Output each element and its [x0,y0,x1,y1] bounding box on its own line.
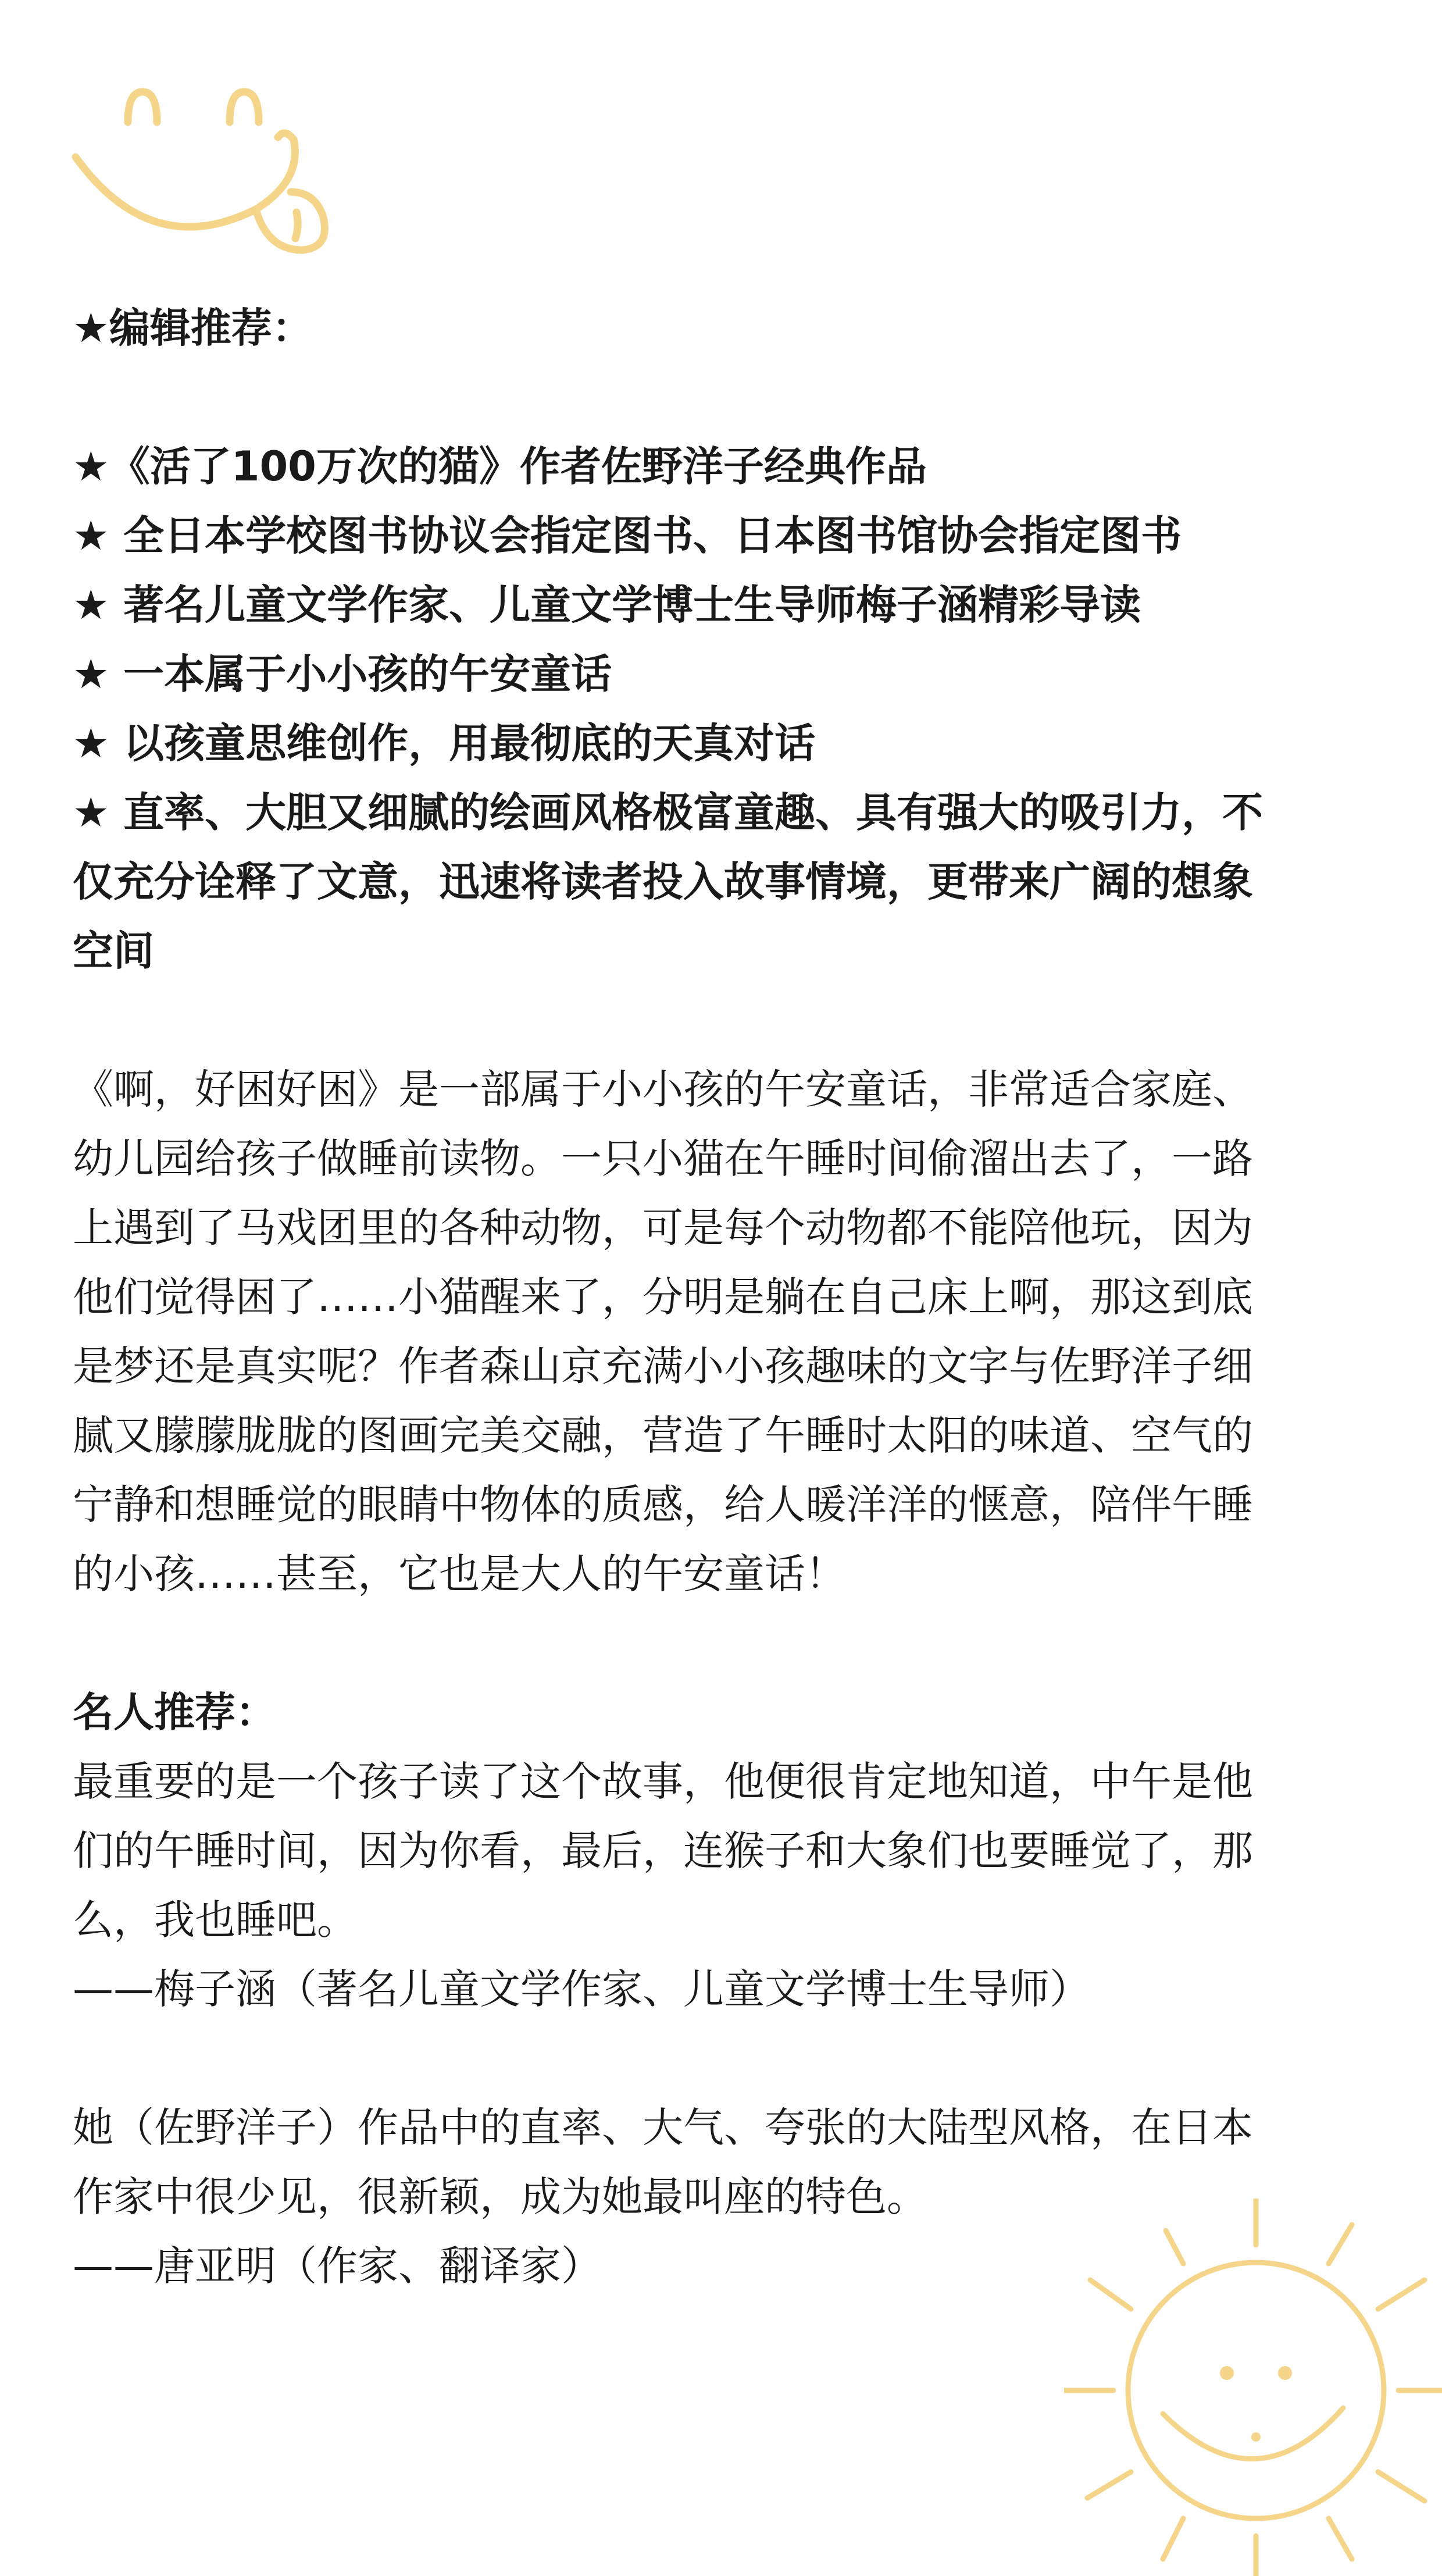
paragraph-line: 腻又朦朦胧胧的图画完美交融，营造了午睡时太阳的味道、空气的 [73,1412,1253,1459]
spacer [73,363,1364,432]
list-item: ★ 以孩童思维创作，用最彻底的天真对话 [73,719,816,767]
paragraph-line: 的小孩……甚至，它也是大人的午安童话！ [73,1550,846,1598]
quote-line: 们的午睡时间，因为你看，最后，连猴子和大象们也要睡觉了，那 [73,1827,1253,1875]
quote-line: 她（佐野洋子）作品中的直率、大气、夸张的大陆型风格，在日本 [73,2104,1253,2151]
list-item [73,778,1364,986]
list-item: ★ 全日本学校图书协议会指定图书、日本图书馆协会指定图书 [73,512,1182,560]
paragraph-line: 《啊，好困好困》是一部属于小小孩的午安童话，非常适合家庭、 [73,1066,1253,1113]
quote-1 [73,1747,1364,2024]
quote-2 [73,2093,1364,2301]
list-item: ★ 著名儿童文学作家、儿童文学博士生导师梅子涵精彩导读 [73,581,1141,629]
spacer [73,2024,1364,2093]
celebrity-recommend-heading: 名人推荐： [73,1688,276,1736]
editor-recommend-list [73,432,1364,986]
spacer [73,986,1364,1055]
list-item-line: 仅充分诠释了文意，迅速将读者投入故事情境，更带来广阔的想象 [73,858,1253,906]
smiley-face-icon [64,81,337,268]
quote-author: ——梅子涵（著名儿童文学作家、儿童文学博士生导师） [73,1965,1090,2013]
editor-recommend-heading: ★编辑推荐： [73,304,313,352]
quote-line: 么，我也睡吧。 [73,1896,358,1944]
spacer [73,1609,1364,1678]
quote-line: 作家中很少见，很新颖，成为她最叫座的特色。 [73,2173,927,2221]
article-body [73,294,1364,2301]
list-item-line: ★ 直率、大胆又细腻的绘画风格极富童趣、具有强大的吸引力，不 [73,789,1263,836]
paragraph-line: 幼儿园给孩子做睡前读物。一只小猫在午睡时间偷溜出去了，一路 [73,1135,1253,1182]
paragraph-line: 宁静和想睡觉的眼睛中物体的质感，给人暖洋洋的惬意，陪伴午睡 [73,1481,1253,1529]
list-item: ★ 一本属于小小孩的午安童话 [73,650,612,698]
list-item: ★《活了100万次的猫》作者佐野洋子经典作品 [73,443,927,490]
paragraph-line: 是梦还是真实呢？作者森山京充满小小孩趣味的文字与佐野洋子细 [73,1342,1253,1390]
intro-paragraph [73,1055,1364,1609]
quote-author: ——唐亚明（作家、翻译家） [73,2242,602,2290]
paragraph-line: 上遇到了马戏团里的各种动物，可是每个动物都不能陪他玩，因为 [73,1204,1253,1252]
quote-line: 最重要的是一个孩子读了这个故事，他便很肯定地知道，中午是他 [73,1758,1253,1805]
list-item-line: 空间 [73,927,154,975]
paragraph-line: 他们觉得困了……小猫醒来了，分明是躺在自己床上啊，那这到底 [73,1273,1253,1321]
